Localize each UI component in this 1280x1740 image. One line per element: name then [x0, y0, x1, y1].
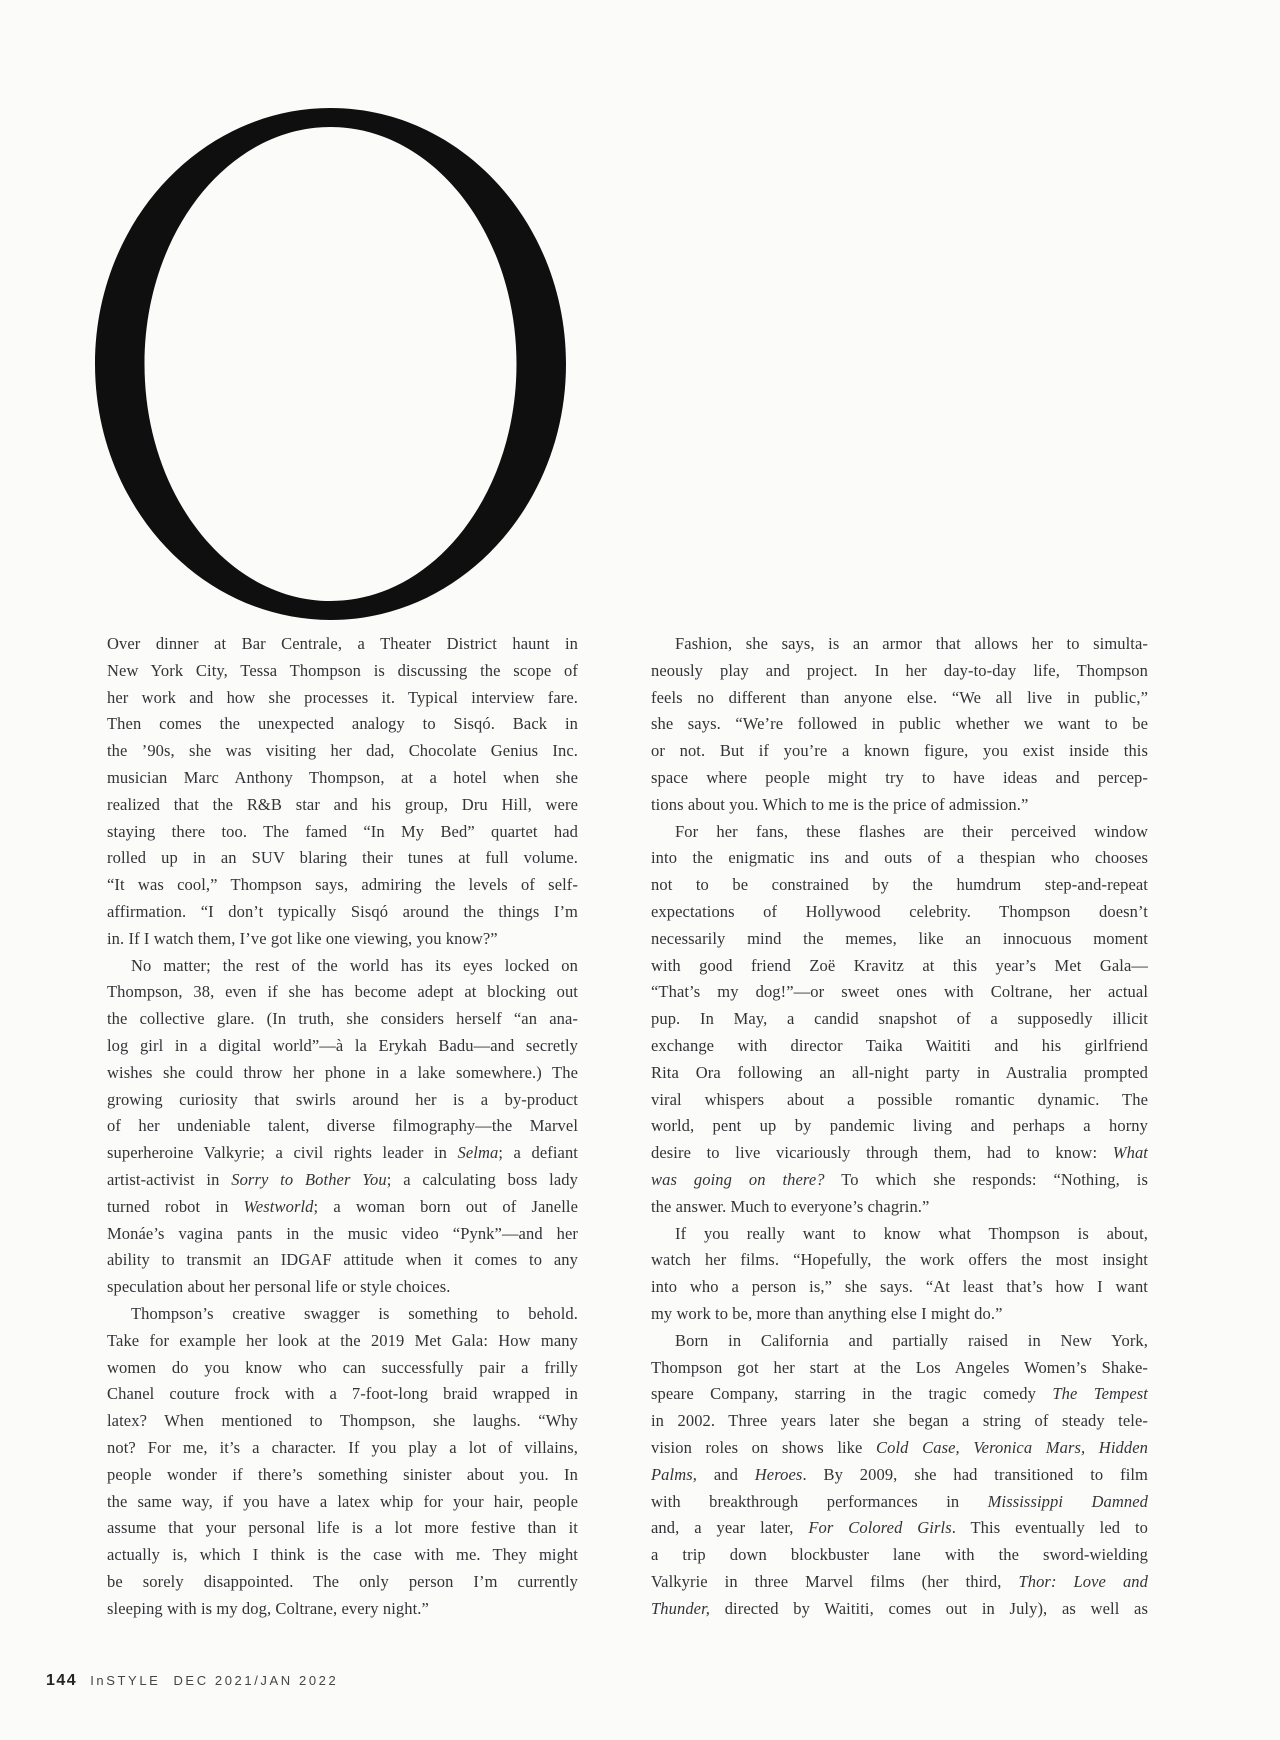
text-run: Then comes the unexpected analogy to Sisqó. Back in	[107, 714, 578, 734]
article-line	[651, 1301, 1148, 1328]
text-run: into who a person is,” she says. “At least that’s how I want	[651, 1277, 1148, 1297]
text-run: To which she responds: “Nothing, is	[824, 1169, 1148, 1189]
text-run: “It was cool,” Thompson says, admiring the levels of self-	[107, 875, 578, 895]
text-run: Westworld	[243, 1196, 314, 1216]
text-run: Thunder,	[651, 1598, 711, 1618]
article-line	[107, 1087, 578, 1114]
article-line	[107, 1381, 578, 1408]
text-run: ; a woman born out of Janelle	[313, 1196, 578, 1216]
article-line	[107, 738, 578, 765]
article-line	[107, 685, 578, 712]
article-line	[651, 1489, 1148, 1516]
text-run: Heroes	[754, 1464, 803, 1484]
article-line	[651, 658, 1148, 685]
text-run: Fashion, she says, is an armor that allows her to simulta-	[675, 634, 1148, 653]
text-run: If you really want to know what Thompson is about,	[675, 1223, 1148, 1243]
article-line	[651, 1569, 1148, 1596]
text-run: my work to be, more than anything else I might do.”	[651, 1303, 1003, 1323]
text-run: . By 2009, she had transitioned to film	[802, 1464, 1148, 1484]
text-run: No matter; the rest of the world has its eyes locked on	[131, 955, 578, 975]
text-run: sleeping with is my dog, Coltrane, every night.”	[107, 1598, 429, 1618]
text-run: viral whispers about a possible romantic dynamic. The	[651, 1089, 1148, 1109]
text-run: tions about you. Which to me is the price of admission.”	[651, 794, 1029, 814]
text-run: be sorely disappointed. The only person I’m currently	[107, 1571, 578, 1591]
article-line	[107, 819, 578, 846]
dropcap-letter-o	[94, 108, 567, 620]
article-line	[651, 953, 1148, 980]
text-run: realized that the R&B star and his group, Dru Hill, were	[107, 794, 578, 814]
text-run: speculation about her personal life or style choices.	[107, 1277, 451, 1297]
text-run: artist-activist in	[107, 1169, 232, 1189]
text-run: ; a calculating boss lady	[386, 1169, 578, 1189]
text-run: actually is, which I think is the case with me. They might	[107, 1545, 578, 1565]
article-line	[651, 1462, 1148, 1489]
article-line	[651, 711, 1148, 738]
article-line	[651, 1515, 1148, 1542]
text-run: Thompson’s creative swagger is something to behold.	[131, 1303, 578, 1323]
text-run: and	[696, 1464, 755, 1484]
text-run: superheroine Valkyrie; a civil rights leader in	[107, 1143, 458, 1163]
text-run: ability to transmit an IDGAF attitude when it comes to any	[107, 1250, 578, 1270]
article-line	[651, 1542, 1148, 1569]
article-line	[651, 1113, 1148, 1140]
article-line	[107, 1435, 578, 1462]
text-run: of her undeniable talent, diverse filmography—the Marvel	[107, 1116, 578, 1136]
magazine-brand: InSTYLE	[90, 1673, 161, 1688]
text-run: Thor: Love and	[1018, 1571, 1148, 1591]
article-line	[107, 1355, 578, 1382]
article-line	[651, 1194, 1148, 1221]
text-run: log girl in a digital world”—à la Erykah Badu—and secretly	[107, 1035, 578, 1055]
article-line	[651, 1435, 1148, 1462]
text-run: into the enigmatic ins and outs of a thespian who chooses	[651, 848, 1148, 868]
article-line	[651, 1221, 1148, 1248]
article-line	[107, 1569, 578, 1596]
text-run: and, a year later,	[651, 1518, 809, 1538]
text-run: . This eventually led to	[951, 1518, 1149, 1538]
text-run: growing curiosity that swirls around her is a by-product	[107, 1089, 578, 1109]
article-line	[651, 1006, 1148, 1033]
text-run: rolled up in an SUV blaring their tunes at full volume.	[107, 848, 578, 868]
text-run: women do you know who can successfully pair a frilly	[107, 1357, 578, 1377]
text-run: Cold Case, Veronica Mars, Hidden	[876, 1437, 1148, 1457]
text-run: Thompson, 38, even if she has become adept at blocking out	[107, 982, 578, 1002]
text-run: Chanel couture frock with a 7-foot-long braid wrapped in	[107, 1384, 578, 1404]
text-run: For her fans, these flashes are their perceived window	[675, 821, 1148, 841]
article-column-right	[651, 631, 1148, 1622]
text-run: Take for example her look at the 2019 Met Gala: How many	[107, 1330, 578, 1350]
article-line	[651, 819, 1148, 846]
article-line	[651, 1060, 1148, 1087]
article-line	[651, 792, 1148, 819]
article-line	[651, 1033, 1148, 1060]
text-run: neously play and project. In her day-to-day life, Thompson	[651, 660, 1148, 680]
article-line	[107, 1515, 578, 1542]
text-run: turned robot in	[107, 1196, 244, 1216]
article-line	[651, 926, 1148, 953]
text-run: Born in California and partially raised in New York,	[675, 1330, 1148, 1350]
text-run: with good friend Zoë Kravitz at this year’s Met Gala—	[651, 955, 1148, 975]
article-line	[651, 685, 1148, 712]
article-line	[651, 1247, 1148, 1274]
text-run: The Tempest	[1052, 1384, 1148, 1404]
issue-date: DEC 2021/JAN 2022	[173, 1673, 339, 1688]
article-line	[107, 658, 578, 685]
article-line	[107, 1140, 578, 1167]
article-line	[107, 926, 578, 953]
text-run: or not. But if you’re a known figure, you exist inside this	[651, 741, 1148, 761]
article-line	[651, 765, 1148, 792]
article-line	[651, 1328, 1148, 1355]
article-line	[107, 979, 578, 1006]
text-run: watch her films. “Hopefully, the work offers the most insight	[651, 1250, 1148, 1270]
article-line	[107, 792, 578, 819]
text-run: space where people might try to have ideas and percep-	[651, 767, 1148, 787]
text-run: the same way, if you have a latex whip for your hair, people	[107, 1491, 578, 1511]
article-line	[107, 1194, 578, 1221]
text-run: a trip down blockbuster lane with the sword-wielding	[651, 1545, 1148, 1565]
article-line	[107, 1167, 578, 1194]
text-run: world, pent up by pandemic living and perhaps a horny	[651, 1116, 1148, 1136]
text-run: her work and how she processes it. Typical interview fare.	[107, 687, 578, 707]
text-run: feels no different than anyone else. “We all live in public,”	[651, 687, 1148, 707]
article-line	[107, 1247, 578, 1274]
text-run: Sorry to Bother You	[231, 1169, 387, 1189]
article-line	[651, 872, 1148, 899]
article-line	[107, 1033, 578, 1060]
text-run: For Colored Girls	[808, 1518, 952, 1538]
article-line	[107, 1301, 578, 1328]
text-run: exchange with director Taika Waititi and his girlfriend	[651, 1035, 1148, 1055]
article-line	[651, 738, 1148, 765]
text-run: not to be constrained by the humdrum step-and-repeat	[651, 875, 1148, 895]
text-run: assume that your personal life is a lot more festive than it	[107, 1518, 578, 1538]
text-run: Valkyrie in three Marvel films (her third,	[651, 1571, 1019, 1591]
article-line	[107, 1408, 578, 1435]
dropcap-o-glyph	[94, 108, 567, 620]
article-line	[107, 631, 578, 658]
article-line	[107, 1274, 578, 1301]
text-run: New York City, Tessa Thompson is discussing the scope of	[107, 660, 578, 680]
text-run: staying there too. The famed “In My Bed” quartet had	[107, 821, 578, 841]
article-line	[651, 1087, 1148, 1114]
text-run: not? For me, it’s a character. If you play a lot of villains,	[107, 1437, 578, 1457]
text-run: affirmation. “I don’t typically Sisqó around the things I’m	[107, 901, 578, 921]
article-line	[107, 1221, 578, 1248]
article-line	[651, 631, 1148, 658]
article-line	[107, 1489, 578, 1516]
text-run: directed by Waititi, comes out in July), as well as	[710, 1598, 1148, 1618]
text-run: Selma	[457, 1143, 499, 1163]
text-run: the ’90s, she was visiting her dad, Chocolate Genius Inc.	[107, 741, 578, 761]
text-run: Palms,	[651, 1464, 697, 1484]
article-line	[107, 1462, 578, 1489]
article-line	[107, 1596, 578, 1623]
text-run: the collective glare. (In truth, she considers herself “an ana-	[107, 1009, 578, 1029]
text-run: in 2002. Three years later she began a string of steady tele-	[651, 1411, 1148, 1431]
article-line	[107, 1113, 578, 1140]
article-line	[107, 1542, 578, 1569]
article-line	[651, 899, 1148, 926]
text-run: What	[1112, 1143, 1148, 1163]
article-line	[651, 845, 1148, 872]
article-line	[107, 845, 578, 872]
article-line	[651, 1381, 1148, 1408]
article-line	[107, 872, 578, 899]
text-run: was going on there?	[651, 1169, 825, 1189]
page-number: 144	[46, 1672, 78, 1689]
article-line	[107, 953, 578, 980]
article-line	[651, 1140, 1148, 1167]
text-run: Monáe’s vagina pants in the music video “Pynk”—and her	[107, 1223, 578, 1243]
article-line	[107, 1328, 578, 1355]
text-run: speare Company, starring in the tragic comedy	[651, 1384, 1053, 1404]
text-run: desire to live vicariously through them, had to know:	[651, 1143, 1113, 1163]
article-line	[651, 1408, 1148, 1435]
text-run: vision roles on shows like	[651, 1437, 877, 1457]
page-footer	[46, 1672, 338, 1690]
text-run: wishes she could throw her phone in a lake somewhere.) The	[107, 1062, 578, 1082]
article-line	[651, 1274, 1148, 1301]
text-run: necessarily mind the memes, like an innocuous moment	[651, 928, 1148, 948]
article-column-left	[107, 631, 578, 1622]
text-run: Thompson got her start at the Los Angeles Women’s Shake-	[651, 1357, 1148, 1377]
text-run: Over dinner at Bar Centrale, a Theater District haunt in	[107, 634, 578, 653]
text-run: ; a defiant	[498, 1143, 578, 1163]
article-line	[651, 1167, 1148, 1194]
text-run: pup. In May, a candid snapshot of a supposedly illicit	[651, 1009, 1148, 1029]
text-run: Rita Ora following an all-night party in Australia prompted	[651, 1062, 1148, 1082]
text-run: expectations of Hollywood celebrity. Thompson doesn’t	[651, 901, 1148, 921]
text-run: musician Marc Anthony Thompson, at a hotel when she	[107, 767, 578, 787]
article-line	[107, 899, 578, 926]
article-line	[107, 765, 578, 792]
article-line	[651, 1596, 1148, 1623]
text-run: “That’s my dog!”—or sweet ones with Coltrane, her actual	[651, 982, 1148, 1002]
article-line	[107, 711, 578, 738]
text-run: Mississippi Damned	[987, 1491, 1148, 1511]
text-run: she says. “We’re followed in public whether we want to be	[651, 714, 1148, 734]
article-line	[651, 1355, 1148, 1382]
text-run: people wonder if there’s something sinister about you. In	[107, 1464, 578, 1484]
text-run: the answer. Much to everyone’s chagrin.”	[651, 1196, 930, 1216]
text-run: with breakthrough performances in	[651, 1491, 988, 1511]
text-run: in. If I watch them, I’ve got like one viewing, you know?”	[107, 928, 498, 948]
article-line	[107, 1060, 578, 1087]
article-line	[107, 1006, 578, 1033]
text-run: latex? When mentioned to Thompson, she laughs. “Why	[107, 1411, 578, 1431]
article-line	[651, 979, 1148, 1006]
